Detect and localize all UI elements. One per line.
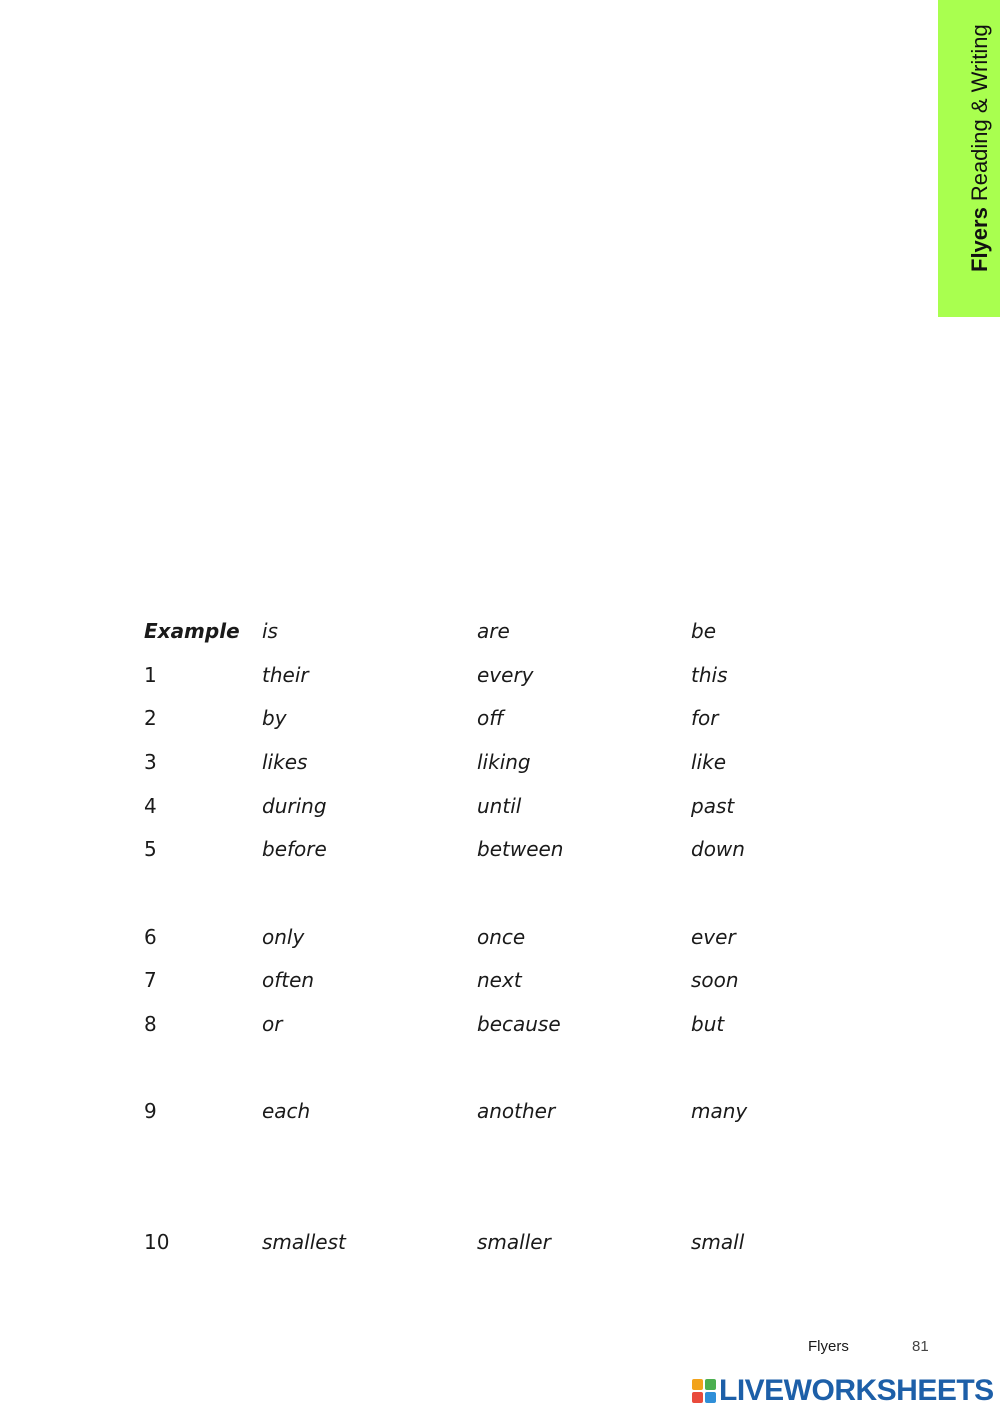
row-number: 2 <box>144 706 157 730</box>
row-number: 7 <box>144 968 157 992</box>
row-number: Example <box>144 619 240 643</box>
option-a: only <box>262 925 305 949</box>
brand-name: LIVEWORKSHEETS <box>719 1374 994 1407</box>
section-tab <box>938 0 1000 317</box>
section-tab-label <box>969 24 991 272</box>
option-a: is <box>262 619 278 643</box>
row-number: 1 <box>144 663 157 687</box>
liveworksheets-logo <box>692 1373 994 1409</box>
option-a: during <box>262 794 327 818</box>
row-number: 10 <box>144 1230 170 1254</box>
question-row <box>0 965 900 995</box>
option-c: past <box>691 794 735 818</box>
question-row <box>0 922 900 952</box>
option-c: soon <box>691 968 739 992</box>
option-b: between <box>477 837 564 861</box>
question-row <box>0 1096 900 1126</box>
option-a: each <box>262 1099 311 1123</box>
option-b: another <box>477 1099 556 1123</box>
option-c: this <box>691 663 728 687</box>
question-row <box>0 834 900 864</box>
option-a: before <box>262 837 327 861</box>
option-b: because <box>477 1012 561 1036</box>
question-row <box>0 703 900 733</box>
row-number: 5 <box>144 837 157 861</box>
footer-level: Flyers <box>808 1338 849 1355</box>
option-c: be <box>691 619 716 643</box>
row-number: 3 <box>144 750 157 774</box>
option-b: next <box>477 968 522 992</box>
question-row <box>0 1227 900 1257</box>
question-row <box>0 747 900 777</box>
brand-icon <box>692 1379 716 1403</box>
option-c: for <box>691 706 719 730</box>
question-row <box>0 660 900 690</box>
option-b: until <box>477 794 522 818</box>
row-number: 8 <box>144 1012 157 1036</box>
level-label: Flyers <box>967 207 992 272</box>
option-a: smallest <box>262 1230 346 1254</box>
option-b: are <box>477 619 510 643</box>
question-row <box>0 1009 900 1039</box>
row-number: 6 <box>144 925 157 949</box>
option-b: smaller <box>477 1230 551 1254</box>
section-label: Reading & Writing <box>967 24 992 202</box>
option-a: often <box>262 968 315 992</box>
option-b: off <box>477 706 504 730</box>
option-a: their <box>262 663 309 687</box>
option-b: once <box>477 925 526 949</box>
option-c: like <box>691 750 726 774</box>
page-number: 81 <box>912 1338 929 1355</box>
option-c: but <box>691 1012 725 1036</box>
option-a: likes <box>262 750 308 774</box>
option-c: many <box>691 1099 748 1123</box>
option-b: liking <box>477 750 531 774</box>
option-a: by <box>262 706 287 730</box>
option-c: ever <box>691 925 736 949</box>
option-a: or <box>262 1012 283 1036</box>
row-number: 9 <box>144 1099 157 1123</box>
option-b: every <box>477 663 534 687</box>
row-number: 4 <box>144 794 157 818</box>
question-row <box>0 791 900 821</box>
option-c: small <box>691 1230 745 1254</box>
example-row <box>0 616 900 646</box>
option-c: down <box>691 837 745 861</box>
